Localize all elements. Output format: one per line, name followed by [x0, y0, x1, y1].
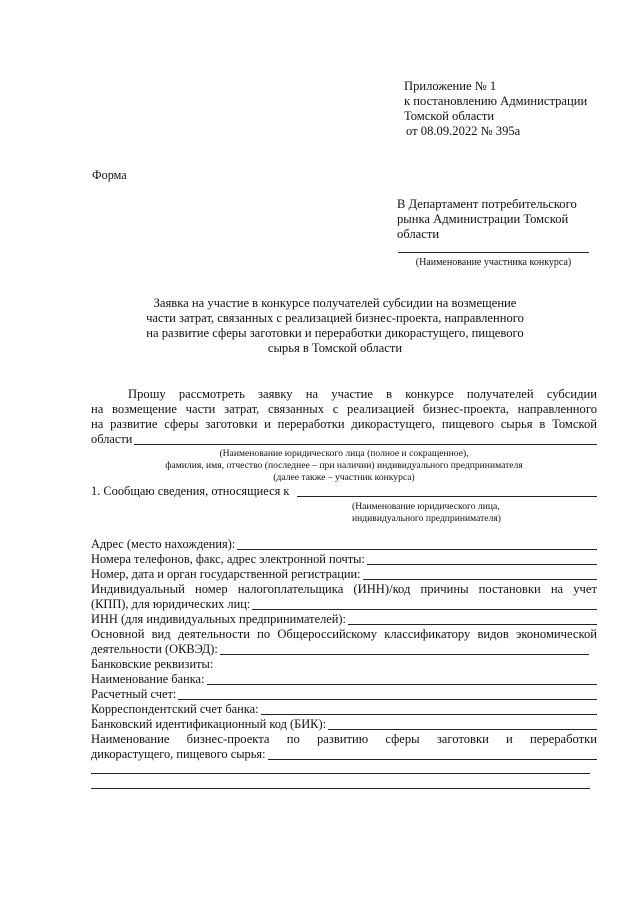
phones-label: Номера телефонов, факс, адрес электронной почты: — [91, 552, 365, 566]
project-label-1: Наименование бизнес-проекта по развитию сферы заготовки и переработки — [91, 732, 597, 746]
applicant-name-row — [91, 432, 597, 447]
project-extra-line-1[interactable] — [91, 773, 590, 774]
account-label: Расчетный счет: — [91, 687, 177, 701]
addressee-block — [397, 197, 577, 242]
section1-caption — [352, 501, 501, 525]
bank-details-label: Банковские реквизиты: — [91, 657, 214, 671]
project-label-2: дикорастущего, пищевого сырья: — [91, 747, 266, 761]
bik-field[interactable] — [328, 729, 597, 730]
okved-row — [91, 642, 589, 657]
addressee-line-1: В Департамент потребительского — [397, 197, 577, 211]
request-line-1: Прошу рассмотреть заявку на участие в конкурсе получателей субсидии — [128, 387, 597, 401]
applicant-caption — [91, 448, 597, 484]
inn-ip-row — [91, 612, 597, 627]
section1-row — [91, 484, 597, 499]
address-row — [91, 537, 597, 552]
bik-row — [91, 717, 597, 732]
address-field[interactable] — [237, 549, 597, 550]
request-line-4: области — [91, 432, 133, 446]
registration-field[interactable] — [363, 579, 597, 580]
okved-label-1: Основной вид деятельности по Общероссийскому классификатору видов экономической — [91, 627, 597, 641]
corr-account-label: Корреспондентский счет банка: — [91, 702, 259, 716]
project-field[interactable] — [268, 759, 597, 760]
inn-ip-label: ИНН (для индивидуальных предпринимателей): — [91, 612, 346, 626]
appendix-line-1: Приложение № 1 — [404, 79, 497, 93]
bank-details-row — [91, 657, 597, 672]
appendix-line-3: Томской области — [404, 109, 495, 123]
corr-account-field[interactable] — [261, 714, 597, 715]
registration-row — [91, 567, 597, 582]
address-label: Адрес (место нахождения): — [91, 537, 236, 551]
title-line-1: Заявка на участие в конкурсе получателей субсидии на возмещение — [153, 296, 517, 310]
request-line-2: на возмещение части затрат, связанных с реализацией бизнес-проекта, направленного — [91, 402, 597, 416]
applicant-name-line[interactable] — [134, 444, 597, 445]
request-line-3: на развитие сферы заготовки и переработки дикорастущего, пищевого сырья в Томской — [91, 417, 597, 431]
section1-caption-1: (Наименование юридического лица, — [352, 501, 500, 512]
inn-kpp-field[interactable] — [252, 609, 597, 610]
phones-row — [91, 552, 597, 567]
appendix-line-2: к постановлению Администрации — [404, 94, 588, 108]
appendix-line-4: от 08.09.2022 № 395а — [406, 124, 521, 138]
phones-field[interactable] — [367, 564, 597, 565]
participant-name-line[interactable] — [398, 252, 589, 253]
section1-caption-2: индивидуального предпринимателя) — [352, 513, 501, 524]
inn-ip-field[interactable] — [348, 624, 597, 625]
participant-name-caption: (Наименование участника конкурса) — [415, 257, 572, 268]
applicant-caption-3: (далее также – участник конкурса) — [273, 472, 415, 483]
corr-account-row — [91, 702, 597, 717]
account-row — [91, 687, 597, 702]
okved-field[interactable] — [220, 654, 589, 655]
addressee-line-3: области — [397, 227, 440, 241]
bank-name-label: Наименование банка: — [91, 672, 205, 686]
document-title — [100, 296, 570, 356]
account-field[interactable] — [178, 699, 597, 700]
applicant-caption-2: фамилия, имя, отчество (последнее – при наличии) индивидуального предпринимателя — [165, 460, 523, 471]
bik-label: Банковский идентификационный код (БИК): — [91, 717, 327, 731]
appendix-block — [404, 79, 587, 139]
addressee-line-2: рынка Администрации Томской — [397, 212, 569, 226]
inn-kpp-label-2: (КПП), для юридических лиц: — [91, 597, 251, 611]
title-line-2: части затрат, связанных с реализацией бизнес-проекта, направленного — [146, 311, 524, 325]
form-label: Форма — [92, 168, 127, 182]
inn-kpp-label-1: Индивидуальный номер налогоплательщика (ИНН)/код причины постановки на учет — [91, 582, 597, 596]
okved-label-2: деятельности (ОКВЭД): — [91, 642, 218, 656]
bank-name-field[interactable] — [207, 684, 598, 685]
title-line-3: на развитие сферы заготовки и переработки дикорастущего, пищевого — [146, 326, 524, 340]
project-extra-line-2[interactable] — [91, 788, 590, 789]
project-row — [91, 747, 597, 762]
bank-name-row — [91, 672, 597, 687]
section1-label: 1. Сообщаю сведения, относящиеся к — [91, 484, 290, 498]
title-line-4: сырья в Томской области — [267, 341, 403, 355]
section1-name-line[interactable] — [297, 496, 597, 497]
registration-label: Номер, дата и орган государственной регистрации: — [91, 567, 361, 581]
applicant-caption-1: (Наименование юридического лица (полное и сокращенное), — [219, 448, 469, 459]
inn-kpp-row — [91, 597, 597, 612]
